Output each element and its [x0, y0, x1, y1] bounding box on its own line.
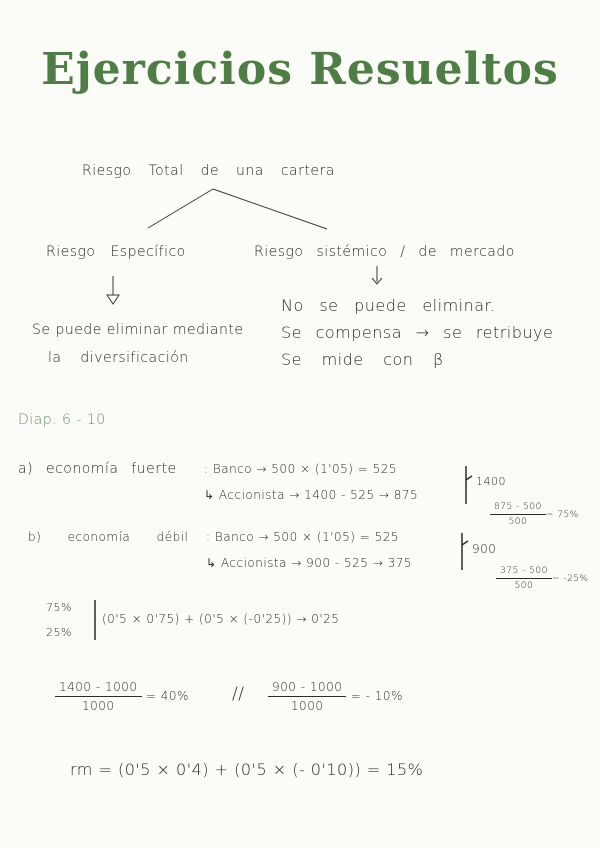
- exercise-b-accionista: ↳ Accionista → 900 - 525 → 375: [206, 556, 413, 570]
- fraction-numerator: 900 - 1000: [268, 680, 346, 697]
- fraction-numerator: 375 - 500: [496, 566, 552, 579]
- weighted-expression: (0'5 × 0'75) + (0'5 × (-0'25)) → 0'25: [102, 612, 340, 626]
- market-return-expression: rm = (0'5 × 0'4) + (0'5 × (- 0'10)) = 15%: [70, 760, 424, 779]
- exercise-a-total: 1400: [476, 475, 506, 488]
- exercise-a-fraction: [490, 502, 579, 527]
- fraction-result: = 40%: [145, 689, 189, 703]
- fraction-denominator: 1000: [290, 699, 324, 713]
- return-fraction-1: [55, 680, 189, 713]
- weight-bottom: 25%: [46, 626, 72, 639]
- exercise-b-fraction: [496, 566, 588, 591]
- exercise-b-total: 900: [472, 542, 497, 556]
- fraction-denominator: 1000: [82, 699, 115, 713]
- fraction-denominator: 500: [514, 581, 534, 591]
- diagram-left-line-2: la diversificación: [48, 350, 189, 366]
- diagram-right-line-2: Se compensa → se retribuye: [281, 323, 554, 342]
- diagram-left-line-1: Se puede eliminar mediante: [32, 322, 244, 338]
- fraction-result: = - 10%: [350, 689, 403, 703]
- diagram-left-label: Riesgo Específico: [46, 244, 186, 260]
- fraction-result: = -25%: [551, 574, 589, 584]
- exercise-a-accionista: ↳ Accionista → 1400 - 525 → 875: [204, 488, 419, 502]
- return-fraction-2: [268, 680, 403, 713]
- diagram-right-label: Riesgo sistémico / de mercado: [254, 244, 515, 260]
- tree-branch-right: [213, 189, 327, 229]
- exercise-b-banco: : Banco → 500 × (1'05) = 525: [206, 530, 400, 544]
- tree-branch-left: [148, 189, 213, 228]
- diagram-right-line-3: Se mide con β: [281, 350, 444, 369]
- fraction-denominator: 500: [508, 517, 528, 527]
- separator: //: [232, 684, 245, 704]
- exercise-b-label: b) economía débil: [28, 530, 189, 544]
- diagram-right-line-1: No se puede eliminar.: [281, 296, 496, 315]
- exercise-a-banco: : Banco → 500 × (1'05) = 525: [204, 462, 398, 476]
- page-title: Ejercicios Resueltos: [41, 44, 559, 95]
- exercise-a-label: a) economía fuerte: [18, 461, 177, 477]
- down-arrow-icon: [107, 276, 119, 304]
- fraction-numerator: 875 - 500: [490, 502, 546, 515]
- weight-top: 75%: [46, 601, 72, 614]
- fraction-result: = 75%: [545, 510, 579, 520]
- slide-reference: Diap. 6 - 10: [18, 412, 106, 428]
- fraction-numerator: 1400 - 1000: [55, 680, 142, 697]
- diagram-root: Riesgo Total de una cartera: [82, 163, 335, 179]
- down-arrow-icon: [372, 266, 382, 284]
